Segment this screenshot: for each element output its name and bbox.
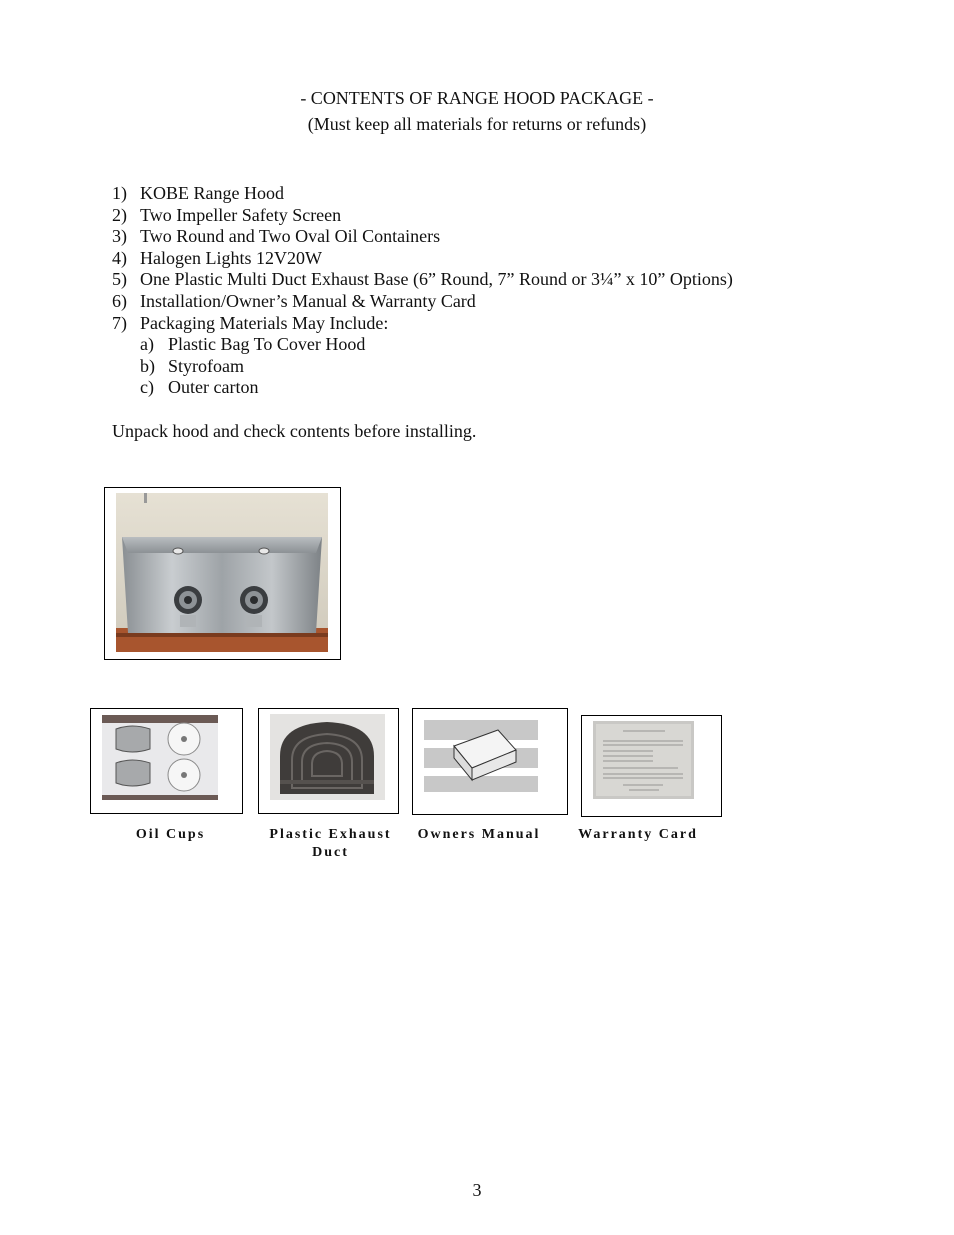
list-item-number: 5) <box>112 269 127 290</box>
owners-manual-caption: Owners Manual <box>417 827 541 842</box>
list-item-text: KOBE Range Hood <box>140 183 284 203</box>
list-item-text: Two Round and Two Oval Oil Containers <box>140 226 441 247</box>
list-item-text: Installation/Owner’s Manual & Warranty Card <box>140 290 476 311</box>
list-item <box>112 248 733 270</box>
exhaust-duct-photo <box>270 714 385 800</box>
list-item <box>112 226 733 248</box>
range-hood-photo <box>116 493 328 652</box>
sub-list-item <box>112 334 733 356</box>
list-item <box>112 291 733 313</box>
sub-list-item <box>112 356 733 378</box>
sub-list-item-letter: b) <box>140 355 155 376</box>
owners-manual-photo <box>424 716 538 796</box>
sub-list-item <box>112 377 733 399</box>
list-item-number: 4) <box>112 247 127 268</box>
exhaust-duct-caption: Plastic Exhaust Duct <box>269 827 392 860</box>
list-item-number: 7) <box>112 312 127 333</box>
sub-list-item-text: Outer carton <box>168 377 259 398</box>
list-item <box>112 313 733 335</box>
list-item-text: Halogen Lights 12V20W <box>140 247 322 268</box>
page-number: 3 <box>472 1180 482 1200</box>
sub-list-item-letter: c) <box>140 377 154 398</box>
list-item <box>112 269 733 291</box>
list-item-number: 2) <box>112 204 127 225</box>
list-item-text: One Plastic Multi Duct Exhaust Base (6” Round, 7” Round or 3¼” x 10” Options) <box>140 269 733 290</box>
contents-list <box>112 183 733 399</box>
list-item-number: 3) <box>112 226 127 247</box>
sub-list-item-text: Plastic Bag To Cover Hood <box>168 334 366 355</box>
page-title: - CONTENTS OF RANGE HOOD PACKAGE - <box>300 88 654 108</box>
sub-list-item-text: Styrofoam <box>168 355 244 376</box>
warranty-card-caption: Warranty Card <box>578 827 698 842</box>
page-subtitle: (Must keep all materials for returns or refunds) <box>307 114 647 134</box>
list-item <box>112 205 733 227</box>
oil-cups-photo <box>102 715 218 800</box>
list-item-text: Two Impeller Safety Screen <box>140 204 342 225</box>
warranty-card-photo <box>593 721 694 799</box>
list-item-number: 1) <box>112 183 127 203</box>
list-item <box>112 183 733 205</box>
instruction-text: Unpack hood and check contents before installing. <box>112 421 477 441</box>
list-item-text: Packaging Materials May Include: <box>140 312 389 333</box>
sub-list-item-letter: a) <box>140 334 154 355</box>
oil-cups-caption: Oil Cups <box>135 827 206 842</box>
list-item-number: 6) <box>112 290 127 311</box>
